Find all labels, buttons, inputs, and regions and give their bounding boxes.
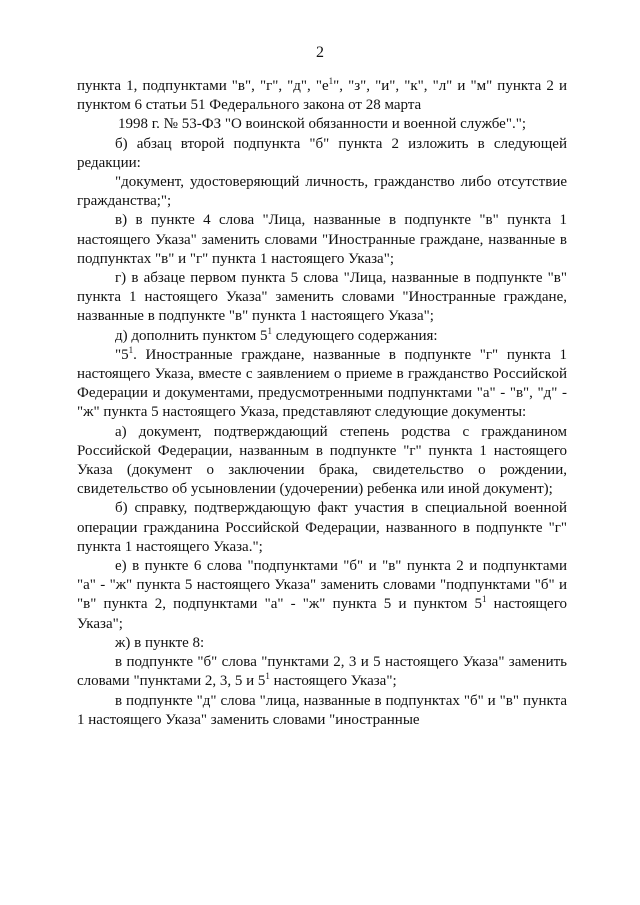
paragraph: в подпункте "д" слова "лица, названные в подпунктах "б" и "в" пункта 1 настоящего Указа" заменить словами "иностранные: [77, 692, 567, 728]
paragraph: а) документ, подтверждающий степень родства с гражданином Российской Федерации, названным в подпункте "г" пункта 1 настоящего Указа (документ о заключении брака, свидетельство о рождении, свидетельство об усыновлении (удочерении) ребенка или иной документ);: [77, 423, 567, 498]
paragraph: пункта 1, подпунктами "в", "г", "д", "$е^1$", "з", "и", "к", "л" и "м" пункта 2 и пунктом 6 статьи 51 Федерального закона от 28 марта: [77, 76, 568, 114]
paragraph: в) в пункте 4 слова "Лица, названные в подпункте "в" пункта 1 настоящего Указа" заменить словами "Иностранные граждане, названные в подпунктах "в" и "г" пункта 1 настоящего Указа";: [77, 212, 567, 267]
paragraph: е) в пункте 6 слова "подпунктами "б" и "в" пункта 2 и подпунктами "а" - "ж" пункта 5 настоящего Указа" заменить словами "подпунктами "б" и "в" пункта 2, подпунктами "а" - "ж" пункта 5 и пунктом $5^1$ настоящего Указа";: [77, 558, 567, 632]
document-body: [77, 77, 567, 730]
paragraph: в подпункте "б" слова "пунктами 2, 3 и 5 настоящего Указа" заменить словами "пунктами 2, 3, 5 и $5^1$ настоящего Указа";: [77, 654, 567, 690]
paragraph: б) абзац второй подпункта "б" пункта 2 изложить в следующей редакции:: [77, 135, 567, 171]
paragraph: "документ, удостоверяющий личность, гражданство либо отсутствие гражданства;";: [77, 174, 567, 210]
paragraph: "$5^1$. Иностранные граждане, названные в подпункте "г" пункта 1 настоящего Указа, вместе с заявлением о приеме в гражданство Российской Федерации и документами, предусмотренными подпунктами "а" - "в", "д" - "ж" пункта 5 настоящего Указа, представляют следующие документы:: [77, 344, 567, 421]
paragraph: г) в абзаце первом пункта 5 слова "Лица, названные в подпункте "в" пункта 1 настоящего Указа" заменить словами "Иностранные граждане, названные в подпункте "в" пункта 1 настоящего Указа";: [77, 270, 567, 325]
paragraph: д) дополнить пунктом $5^1$ следующего содержания:: [115, 325, 438, 344]
paragraph: ж) в пункте 8:: [115, 634, 205, 651]
paragraph: б) справку, подтверждающую факт участия в специальной военной операции гражданина Российской Федерации, названного в подпункте "г" пункта 1 настоящего Указа.";: [77, 500, 567, 555]
page-number: 2: [316, 44, 324, 61]
paragraph: 1998 г. № 53-ФЗ "О воинской обязанности и военной службе".";: [117, 116, 527, 133]
